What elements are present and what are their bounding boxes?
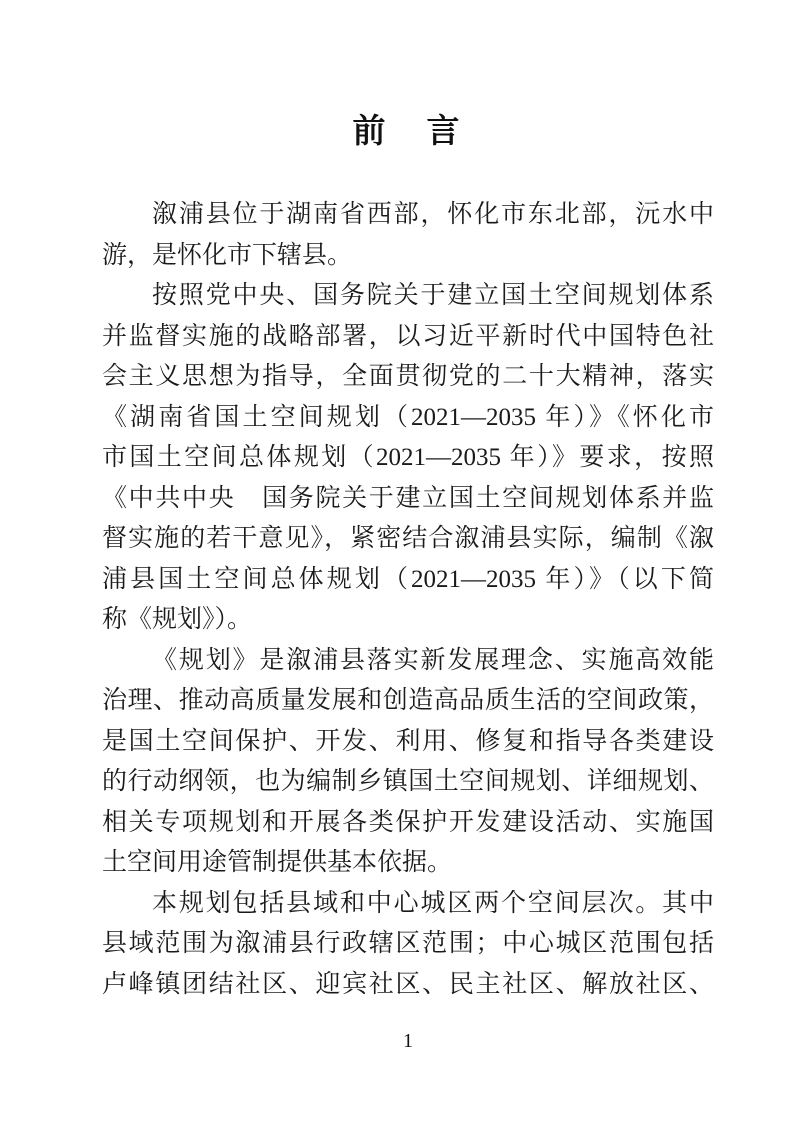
page-title: 前 言	[352, 114, 464, 150]
text-line: 并监督实施的战略部署，以习近平新时代中国特色社	[102, 322, 714, 350]
text-line: 游，是怀化市下辖县。	[102, 241, 353, 269]
text-line: 《规划》是溆浦县落实新发展理念、实施高效能	[152, 646, 714, 674]
text-line: 县域范围为溆浦县行政辖区范围；中心城区范围包括	[102, 930, 714, 957]
text-line: 土空间用途管制提供基本依据。	[102, 849, 453, 876]
text-line: 市国土空间总体规划（2021—2035 年）》要求，按照	[102, 444, 714, 471]
text-line: 是国土空间保护、开发、利用、修复和指导各类建设	[102, 727, 714, 755]
text-line: 督实施的若干意见》，紧密结合溆浦县实际，编制《溆	[102, 525, 714, 552]
text-line: 按照党中央、国务院关于建立国土空间规划体系	[152, 282, 714, 309]
text-line: 《中共中央 国务院关于建立国土空间规划体系并监	[102, 484, 714, 512]
text-line: 本规划包括县域和中心城区两个空间层次。其中	[152, 889, 714, 917]
text-line: 卢峰镇团结社区、迎宾社区、民主社区、解放社区、	[102, 970, 714, 998]
text-line: 《湖南省国土空间规划（2021—2035 年）》《怀化市	[102, 403, 714, 431]
text-line: 溆浦县位于湖南省西部，怀化市东北部，沅水中	[152, 201, 714, 228]
document-body	[102, 195, 714, 1005]
page-number: 1	[403, 1030, 413, 1052]
text-line: 浦县国土空间总体规划（2021—2035 年）》（以下简	[102, 565, 714, 593]
text-line: 会主义思想为指导，全面贯彻党的二十大精神，落实	[102, 363, 714, 390]
text-line: 相关专项规划和开展各类保护开发建设活动、实施国	[102, 808, 714, 836]
text-line: 治理、推动高质量发展和创造高品质生活的空间政策，	[102, 687, 714, 714]
text-line: 的行动纲领，也为编制乡镇国土空间规划、详细规划、	[102, 768, 714, 795]
text-line: 称《规划》）。	[102, 606, 253, 633]
